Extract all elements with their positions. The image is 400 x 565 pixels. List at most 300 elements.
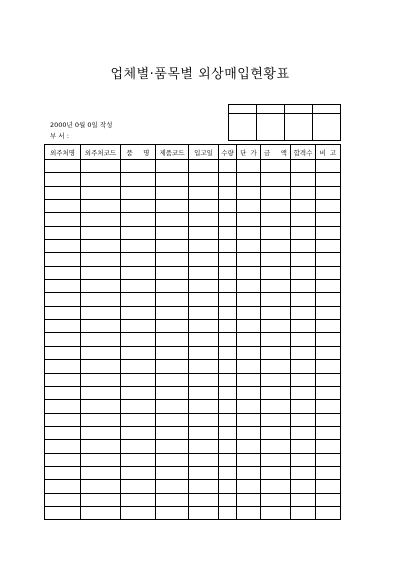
table-cell[interactable] <box>261 386 291 399</box>
table-cell[interactable] <box>291 346 316 359</box>
table-cell[interactable] <box>121 466 156 479</box>
table-cell[interactable] <box>156 266 189 279</box>
table-cell[interactable] <box>45 240 81 253</box>
table-cell[interactable] <box>219 253 237 266</box>
table-cell[interactable] <box>45 413 81 426</box>
table-cell[interactable] <box>45 466 81 479</box>
table-cell[interactable] <box>316 320 341 333</box>
table-row <box>45 240 341 253</box>
table-cell[interactable] <box>291 160 316 173</box>
table-cell[interactable] <box>219 160 237 173</box>
table-cell[interactable] <box>291 386 316 399</box>
table-cell[interactable] <box>121 400 156 413</box>
table-cell[interactable] <box>237 493 261 506</box>
table-cell[interactable] <box>189 360 219 373</box>
table-cell[interactable] <box>219 493 237 506</box>
table-cell[interactable] <box>291 293 316 306</box>
table-cell[interactable] <box>261 253 291 266</box>
table-cell[interactable] <box>291 373 316 386</box>
table-cell[interactable] <box>237 293 261 306</box>
table-cell[interactable] <box>316 186 341 199</box>
table-cell[interactable] <box>45 253 81 266</box>
table-cell[interactable] <box>237 346 261 359</box>
table-cell[interactable] <box>81 226 121 239</box>
table-cell[interactable] <box>261 346 291 359</box>
table-cell[interactable] <box>45 160 81 173</box>
table-cell[interactable] <box>261 160 291 173</box>
table-row <box>45 160 341 173</box>
table-cell[interactable] <box>219 173 237 186</box>
table-cell[interactable] <box>261 280 291 293</box>
table-cell[interactable] <box>237 400 261 413</box>
table-cell[interactable] <box>156 213 189 226</box>
table-cell[interactable] <box>316 466 341 479</box>
table-cell[interactable] <box>156 453 189 466</box>
table-cell[interactable] <box>219 360 237 373</box>
table-cell[interactable] <box>189 200 219 213</box>
table-cell[interactable] <box>121 266 156 279</box>
table-cell[interactable] <box>156 160 189 173</box>
table-cell[interactable] <box>261 213 291 226</box>
table-cell[interactable] <box>237 506 261 519</box>
table-cell[interactable] <box>189 453 219 466</box>
table-cell[interactable] <box>237 240 261 253</box>
table-cell[interactable] <box>316 240 341 253</box>
table-cell[interactable] <box>156 346 189 359</box>
approval-sign-cell[interactable] <box>257 114 285 141</box>
table-cell[interactable] <box>316 453 341 466</box>
table-cell[interactable] <box>219 333 237 346</box>
table-cell[interactable] <box>121 413 156 426</box>
table-cell[interactable] <box>237 266 261 279</box>
table-cell[interactable] <box>316 333 341 346</box>
table-cell[interactable] <box>219 440 237 453</box>
table-cell[interactable] <box>121 320 156 333</box>
table-cell[interactable] <box>219 480 237 493</box>
table-cell[interactable] <box>45 333 81 346</box>
table-cell[interactable] <box>261 426 291 439</box>
table-cell[interactable] <box>156 306 189 319</box>
table-cell[interactable] <box>261 200 291 213</box>
table-cell[interactable] <box>189 213 219 226</box>
table-cell[interactable] <box>219 186 237 199</box>
table-cell[interactable] <box>156 280 189 293</box>
table-cell[interactable] <box>291 253 316 266</box>
table-cell[interactable] <box>261 400 291 413</box>
table-cell[interactable] <box>237 466 261 479</box>
table-cell[interactable] <box>189 160 219 173</box>
table-cell[interactable] <box>45 506 81 519</box>
table-cell[interactable] <box>261 266 291 279</box>
table-cell[interactable] <box>81 373 121 386</box>
table-cell[interactable] <box>45 200 81 213</box>
table-cell[interactable] <box>291 333 316 346</box>
table-cell[interactable] <box>291 466 316 479</box>
table-cell[interactable] <box>121 253 156 266</box>
table-cell[interactable] <box>156 320 189 333</box>
table-cell[interactable] <box>156 173 189 186</box>
table-cell[interactable] <box>316 400 341 413</box>
header-vendor-code: 외주처코드 <box>81 145 121 160</box>
table-body <box>45 160 341 520</box>
table-cell[interactable] <box>81 320 121 333</box>
table-cell[interactable] <box>219 200 237 213</box>
table-cell[interactable] <box>45 293 81 306</box>
table-cell[interactable] <box>81 280 121 293</box>
table-cell[interactable] <box>219 373 237 386</box>
table-cell[interactable] <box>156 293 189 306</box>
table-cell[interactable] <box>237 173 261 186</box>
table-cell[interactable] <box>156 253 189 266</box>
table-cell[interactable] <box>45 306 81 319</box>
table-cell[interactable] <box>189 293 219 306</box>
table-cell[interactable] <box>45 186 81 199</box>
table-cell[interactable] <box>121 493 156 506</box>
table-cell[interactable] <box>316 306 341 319</box>
table-cell[interactable] <box>219 506 237 519</box>
table-cell[interactable] <box>81 173 121 186</box>
table-cell[interactable] <box>237 480 261 493</box>
table-cell[interactable] <box>156 426 189 439</box>
table-cell[interactable] <box>261 493 291 506</box>
table-cell[interactable] <box>291 266 316 279</box>
table-cell[interactable] <box>45 320 81 333</box>
table-cell[interactable] <box>81 493 121 506</box>
table-cell[interactable] <box>121 346 156 359</box>
table-cell[interactable] <box>189 466 219 479</box>
table-cell[interactable] <box>237 186 261 199</box>
table-cell[interactable] <box>156 226 189 239</box>
table-cell[interactable] <box>316 386 341 399</box>
table-cell[interactable] <box>121 426 156 439</box>
table-cell[interactable] <box>45 386 81 399</box>
table-cell[interactable] <box>189 266 219 279</box>
table-cell[interactable] <box>316 160 341 173</box>
table-cell[interactable] <box>45 226 81 239</box>
table-row <box>45 213 341 226</box>
table-cell[interactable] <box>189 253 219 266</box>
table-cell[interactable] <box>121 480 156 493</box>
table-row <box>45 186 341 199</box>
table-cell[interactable] <box>189 320 219 333</box>
table-cell[interactable] <box>261 240 291 253</box>
table-cell[interactable] <box>121 186 156 199</box>
table-cell[interactable] <box>121 333 156 346</box>
table-cell[interactable] <box>81 346 121 359</box>
header-passed-count: 합격수 <box>291 145 316 160</box>
table-cell[interactable] <box>219 213 237 226</box>
table-cell[interactable] <box>291 200 316 213</box>
table-cell[interactable] <box>45 493 81 506</box>
table-cell[interactable] <box>219 386 237 399</box>
table-cell[interactable] <box>45 173 81 186</box>
table-cell[interactable] <box>237 373 261 386</box>
table-cell[interactable] <box>189 306 219 319</box>
table-cell[interactable] <box>237 333 261 346</box>
header-unit-price: 단 가 <box>237 145 261 160</box>
table-cell[interactable] <box>156 333 189 346</box>
table-cell[interactable] <box>316 293 341 306</box>
table-row <box>45 453 341 466</box>
table-cell[interactable] <box>45 440 81 453</box>
table-cell[interactable] <box>45 346 81 359</box>
table-cell[interactable] <box>45 280 81 293</box>
table-cell[interactable] <box>156 360 189 373</box>
table-cell[interactable] <box>189 240 219 253</box>
table-cell[interactable] <box>261 480 291 493</box>
table-cell[interactable] <box>316 426 341 439</box>
table-cell[interactable] <box>189 186 219 199</box>
table-cell[interactable] <box>121 360 156 373</box>
table-cell[interactable] <box>219 266 237 279</box>
table-cell[interactable] <box>121 160 156 173</box>
table-cell[interactable] <box>189 493 219 506</box>
table-cell[interactable] <box>189 480 219 493</box>
table-cell[interactable] <box>291 320 316 333</box>
table-cell[interactable] <box>291 360 316 373</box>
table-cell[interactable] <box>291 213 316 226</box>
table-cell[interactable] <box>189 506 219 519</box>
table-cell[interactable] <box>291 306 316 319</box>
table-cell[interactable] <box>81 266 121 279</box>
table-cell[interactable] <box>121 213 156 226</box>
table-cell[interactable] <box>261 466 291 479</box>
table-cell[interactable] <box>121 293 156 306</box>
table-row <box>45 506 341 519</box>
table-row <box>45 400 341 413</box>
table-cell[interactable] <box>156 373 189 386</box>
table-cell[interactable] <box>121 306 156 319</box>
table-cell[interactable] <box>316 493 341 506</box>
table-cell[interactable] <box>81 386 121 399</box>
table-row <box>45 173 341 186</box>
table-cell[interactable] <box>219 346 237 359</box>
table-cell[interactable] <box>81 453 121 466</box>
table-cell[interactable] <box>219 453 237 466</box>
table-cell[interactable] <box>156 240 189 253</box>
table-cell[interactable] <box>189 426 219 439</box>
table-cell[interactable] <box>237 306 261 319</box>
table-cell[interactable] <box>237 440 261 453</box>
table-cell[interactable] <box>291 440 316 453</box>
table-cell[interactable] <box>219 320 237 333</box>
table-cell[interactable] <box>81 306 121 319</box>
table-cell[interactable] <box>291 400 316 413</box>
table-row <box>45 466 341 479</box>
table-cell[interactable] <box>81 426 121 439</box>
table-cell[interactable] <box>81 480 121 493</box>
table-cell[interactable] <box>219 413 237 426</box>
table-cell[interactable] <box>316 440 341 453</box>
table-cell[interactable] <box>316 200 341 213</box>
table-cell[interactable] <box>81 186 121 199</box>
table-cell[interactable] <box>261 413 291 426</box>
table-row <box>45 346 341 359</box>
table-row <box>45 280 341 293</box>
table-cell[interactable] <box>316 226 341 239</box>
table-cell[interactable] <box>189 333 219 346</box>
table-cell[interactable] <box>261 306 291 319</box>
table-cell[interactable] <box>261 186 291 199</box>
table-cell[interactable] <box>237 226 261 239</box>
table-cell[interactable] <box>316 506 341 519</box>
table-cell[interactable] <box>189 346 219 359</box>
table-cell[interactable] <box>81 200 121 213</box>
header-quantity: 수량 <box>219 145 237 160</box>
table-cell[interactable] <box>261 320 291 333</box>
table-cell[interactable] <box>121 373 156 386</box>
table-cell[interactable] <box>291 506 316 519</box>
table-cell[interactable] <box>156 506 189 519</box>
table-cell[interactable] <box>237 253 261 266</box>
table-cell[interactable] <box>189 173 219 186</box>
table-cell[interactable] <box>189 413 219 426</box>
table-cell[interactable] <box>291 186 316 199</box>
table-cell[interactable] <box>45 480 81 493</box>
table-cell[interactable] <box>189 373 219 386</box>
table-cell[interactable] <box>45 266 81 279</box>
table-cell[interactable] <box>291 480 316 493</box>
table-cell[interactable] <box>291 426 316 439</box>
table-cell[interactable] <box>156 466 189 479</box>
approval-sign-cell[interactable] <box>313 114 341 141</box>
header-product-code: 제품코드 <box>156 145 189 160</box>
table-cell[interactable] <box>156 186 189 199</box>
table-cell[interactable] <box>219 306 237 319</box>
table-cell[interactable] <box>237 280 261 293</box>
table-cell[interactable] <box>291 280 316 293</box>
table-cell[interactable] <box>237 213 261 226</box>
table-cell[interactable] <box>81 160 121 173</box>
table-row <box>45 200 341 213</box>
table-cell[interactable] <box>156 400 189 413</box>
table-cell[interactable] <box>261 333 291 346</box>
table-cell[interactable] <box>219 240 237 253</box>
table-cell[interactable] <box>291 226 316 239</box>
table-cell[interactable] <box>121 280 156 293</box>
table-cell[interactable] <box>261 506 291 519</box>
table-cell[interactable] <box>316 213 341 226</box>
table-cell[interactable] <box>81 466 121 479</box>
table-cell[interactable] <box>45 373 81 386</box>
table-cell[interactable] <box>189 440 219 453</box>
table-cell[interactable] <box>81 360 121 373</box>
table-cell[interactable] <box>121 506 156 519</box>
table-cell[interactable] <box>45 400 81 413</box>
approval-sign-cell[interactable] <box>229 114 257 141</box>
table-cell[interactable] <box>81 333 121 346</box>
table-row <box>45 266 341 279</box>
table-cell[interactable] <box>121 200 156 213</box>
table-cell[interactable] <box>291 453 316 466</box>
table-cell[interactable] <box>261 360 291 373</box>
table-cell[interactable] <box>316 280 341 293</box>
form-title: 업체별·품목별 외상매입현황표 <box>110 67 290 82</box>
table-cell[interactable] <box>121 173 156 186</box>
table-cell[interactable] <box>219 400 237 413</box>
table-cell[interactable] <box>291 173 316 186</box>
table-cell[interactable] <box>81 400 121 413</box>
table-cell[interactable] <box>121 440 156 453</box>
table-cell[interactable] <box>237 360 261 373</box>
table-cell[interactable] <box>316 373 341 386</box>
table-cell[interactable] <box>189 386 219 399</box>
table-cell[interactable] <box>121 386 156 399</box>
approval-header-cell <box>285 105 313 114</box>
table-cell[interactable] <box>81 506 121 519</box>
table-cell[interactable] <box>237 453 261 466</box>
table-cell[interactable] <box>316 253 341 266</box>
table-cell[interactable] <box>316 266 341 279</box>
table-cell[interactable] <box>261 440 291 453</box>
table-cell[interactable] <box>81 293 121 306</box>
table-cell[interactable] <box>156 493 189 506</box>
table-cell[interactable] <box>121 226 156 239</box>
table-cell[interactable] <box>237 413 261 426</box>
table-row <box>45 306 341 319</box>
table-cell[interactable] <box>189 280 219 293</box>
table-cell[interactable] <box>156 480 189 493</box>
table-cell[interactable] <box>261 293 291 306</box>
table-cell[interactable] <box>237 426 261 439</box>
table-cell[interactable] <box>45 453 81 466</box>
table-row <box>45 360 341 373</box>
table-cell[interactable] <box>45 213 81 226</box>
table-cell[interactable] <box>81 440 121 453</box>
table-cell[interactable] <box>45 426 81 439</box>
table-cell[interactable] <box>261 226 291 239</box>
table-cell[interactable] <box>121 453 156 466</box>
table-cell[interactable] <box>316 346 341 359</box>
table-cell[interactable] <box>261 373 291 386</box>
table-cell[interactable] <box>219 280 237 293</box>
table-cell[interactable] <box>291 493 316 506</box>
table-cell[interactable] <box>81 253 121 266</box>
table-cell[interactable] <box>237 320 261 333</box>
table-cell[interactable] <box>156 413 189 426</box>
table-cell[interactable] <box>189 226 219 239</box>
table-cell[interactable] <box>156 200 189 213</box>
table-cell[interactable] <box>291 240 316 253</box>
table-cell[interactable] <box>316 173 341 186</box>
table-cell[interactable] <box>316 480 341 493</box>
table-cell[interactable] <box>45 360 81 373</box>
table-cell[interactable] <box>189 400 219 413</box>
table-cell[interactable] <box>156 440 189 453</box>
table-cell[interactable] <box>219 226 237 239</box>
table-cell[interactable] <box>291 413 316 426</box>
table-cell[interactable] <box>156 386 189 399</box>
table-cell[interactable] <box>219 293 237 306</box>
table-cell[interactable] <box>219 466 237 479</box>
table-cell[interactable] <box>316 360 341 373</box>
table-row <box>45 293 341 306</box>
approval-header-cell <box>229 105 257 114</box>
table-row <box>45 320 341 333</box>
table-cell[interactable] <box>121 240 156 253</box>
table-cell[interactable] <box>219 426 237 439</box>
approval-sign-cell[interactable] <box>285 114 313 141</box>
table-cell[interactable] <box>261 453 291 466</box>
table-cell[interactable] <box>237 200 261 213</box>
table-cell[interactable] <box>81 213 121 226</box>
table-cell[interactable] <box>81 413 121 426</box>
table-cell[interactable] <box>237 386 261 399</box>
table-cell[interactable] <box>316 413 341 426</box>
table-cell[interactable] <box>81 240 121 253</box>
table-cell[interactable] <box>237 160 261 173</box>
table-cell[interactable] <box>261 173 291 186</box>
